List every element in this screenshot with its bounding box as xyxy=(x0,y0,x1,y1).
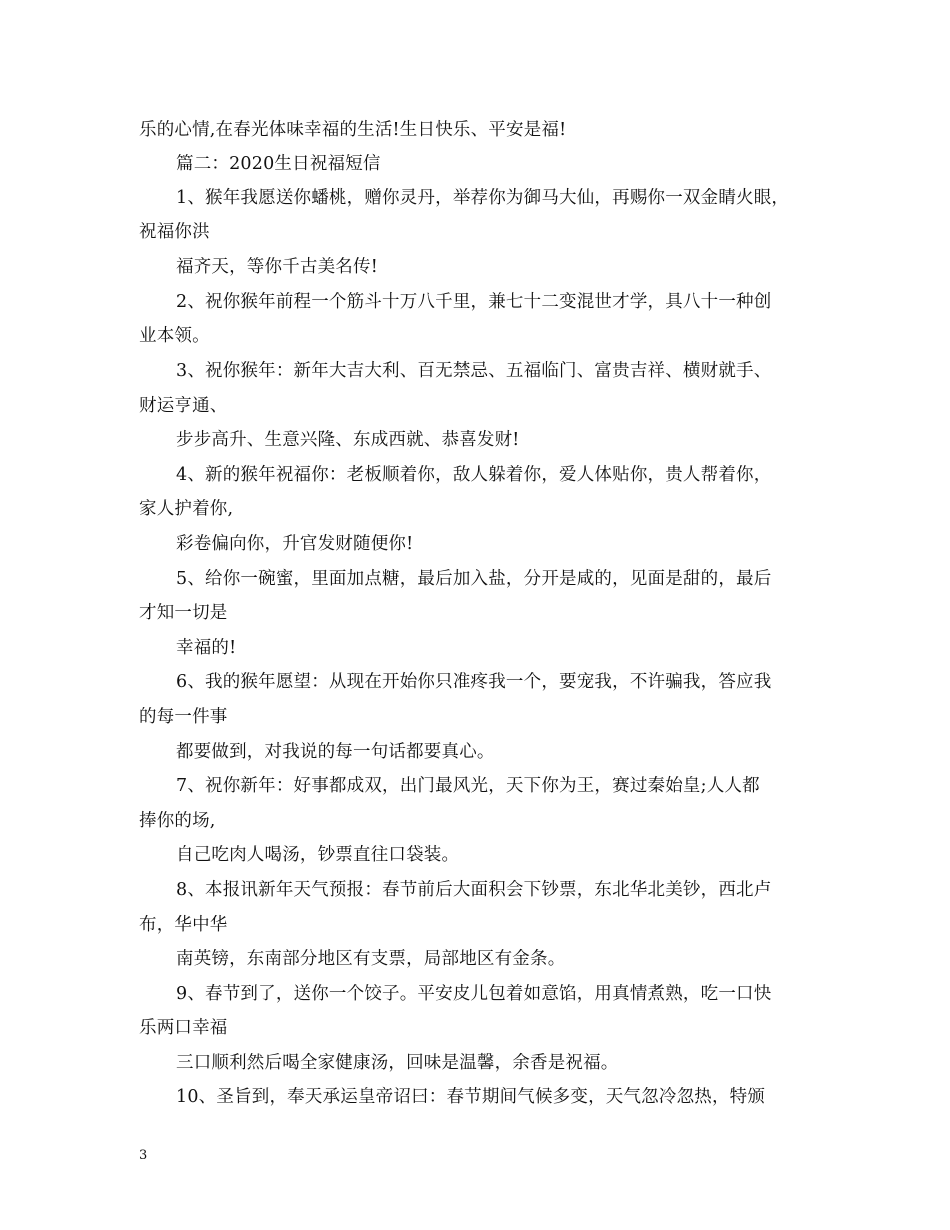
text-line: 福齐天，等你千古美名传! xyxy=(176,257,378,277)
text-line: 布，华中华 xyxy=(139,915,228,935)
text-line: 家人护着你, xyxy=(139,499,234,519)
text-line: 3、祝你猴年：新年大吉大利、百无禁忌、五福临门、富贵吉祥、横财就手、 xyxy=(176,361,772,381)
text-line: 1、猴年我愿送你蟠桃，赠你灵丹，举荐你为御马大仙，再赐你一双金睛火眼， xyxy=(176,188,790,208)
text-line: 的每一件事 xyxy=(139,707,228,727)
text-line: 7、祝你新年：好事都成双，出门最风光，天下你为王，赛过秦始皇;人人都 xyxy=(176,776,760,796)
text-line: 5、给你一碗蜜，里面加点糖，最后加入盐，分开是咸的，见面是甜的，最后 xyxy=(176,569,772,589)
text-line: 自己吃肉人喝汤，钞票直往口袋装。 xyxy=(176,845,460,865)
page-number: 3 xyxy=(139,1148,148,1163)
text-line: 8、本报讯新年天气预报：春节前后大面积会下钞票，东北华北美钞，西北卢 xyxy=(176,880,772,900)
text-line: 彩卷偏向你，升官发财随便你! xyxy=(176,534,414,554)
text-line: 南英镑，东南部分地区有支票，局部地区有金条。 xyxy=(176,949,566,969)
text-line: 财运亨通、 xyxy=(139,396,228,416)
text-line: 捧你的场, xyxy=(139,811,216,831)
text-line: 都要做到，对我说的每一句话都要真心。 xyxy=(176,742,495,762)
text-line: 才知一切是 xyxy=(139,603,228,623)
text-line: 乐两口幸福 xyxy=(139,1018,228,1038)
text-line: 2、祝你猴年前程一个筋斗十万八千里，兼七十二变混世才学，具八十一种创 xyxy=(176,292,772,312)
text-line: 业本领。 xyxy=(139,326,210,346)
text-line: 6、我的猴年愿望：从现在开始你只准疼我一个，要宠我，不许骗我，答应我 xyxy=(176,672,772,692)
text-line: 祝福你洪 xyxy=(139,222,210,242)
text-line: 9、春节到了，送你一个饺子。平安皮儿包着如意馅，用真情煮熟，吃一口快 xyxy=(176,984,772,1004)
text-line: 4、新的猴年祝福你：老板顺着你，敌人躲着你，爱人体贴你，贵人帮着你， xyxy=(176,465,772,485)
section-heading: 篇二：2020生日祝福短信 xyxy=(176,154,381,174)
text-line: 三口顺利然后喝全家健康汤，回味是温馨，余香是祝福。 xyxy=(176,1053,619,1073)
text-line: 10、圣旨到，奉天承运皇帝诏曰：春节期间气候多变，天气忽冷忽热，特颁 xyxy=(176,1087,766,1107)
text-line: 幸福的! xyxy=(176,638,237,658)
text-line: 乐的心情,在春光体味幸福的生活!生日快乐、平安是福! xyxy=(139,120,567,140)
text-line: 步步高升、生意兴隆、东成西就、恭喜发财! xyxy=(176,430,520,450)
